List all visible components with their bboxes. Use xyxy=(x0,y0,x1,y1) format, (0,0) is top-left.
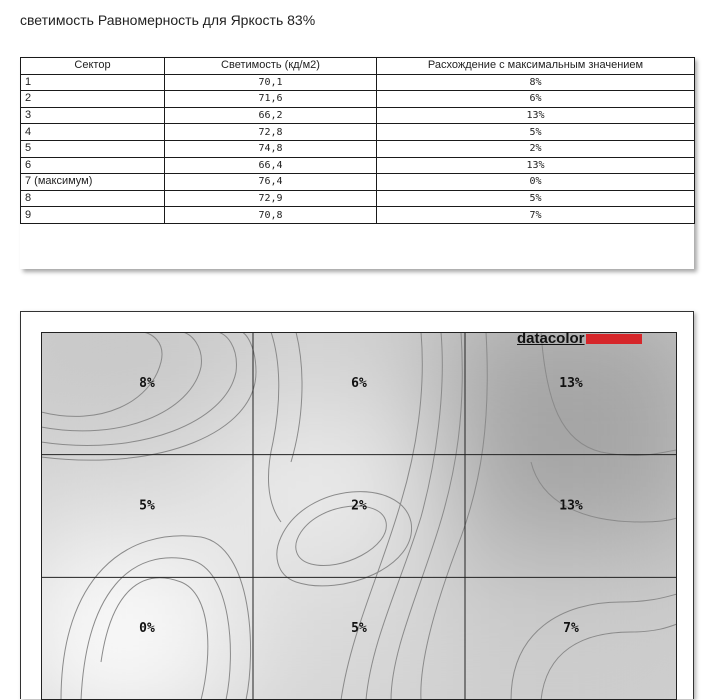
cell-value-label: 5% xyxy=(139,498,155,514)
cell-luminance: 71,6 xyxy=(165,91,377,108)
cell-sector: 3 xyxy=(21,107,165,124)
cell-sector: 7 (максимум) xyxy=(21,174,165,191)
cell-deviation: 8% xyxy=(377,74,695,91)
table-row xyxy=(21,107,695,124)
cell-deviation: 13% xyxy=(377,107,695,124)
cell-value-label: 0% xyxy=(139,621,155,637)
page-title: светимость Равномерность для Яркость 83% xyxy=(20,12,316,28)
cell-luminance: 70,8 xyxy=(165,207,377,224)
table-row xyxy=(21,207,695,224)
cell-value-label: 13% xyxy=(559,498,583,514)
cell-sector: 8 xyxy=(21,190,165,207)
cell-deviation: 2% xyxy=(377,140,695,157)
cell-luminance: 66,2 xyxy=(165,107,377,124)
cell-sector: 9 xyxy=(21,207,165,224)
uniformity-chart-frame xyxy=(20,311,694,699)
cell-deviation: 7% xyxy=(377,207,695,224)
table-row xyxy=(21,140,695,157)
cell-value-label: 7% xyxy=(563,621,579,637)
cell-sector: 1 xyxy=(21,74,165,91)
header-deviation: Расхождение с максимальным значением xyxy=(377,58,695,75)
cell-luminance: 66,4 xyxy=(165,157,377,174)
luminance-table xyxy=(20,57,694,269)
cell-luminance: 74,8 xyxy=(165,140,377,157)
table-header-row xyxy=(21,58,695,75)
cell-value-label: 13% xyxy=(559,375,583,391)
heatmap-cell xyxy=(435,547,677,700)
header-sector: Сектор xyxy=(21,58,165,75)
cell-value-label: 8% xyxy=(139,375,155,391)
cell-deviation: 6% xyxy=(377,91,695,108)
brand-name: datacolor xyxy=(517,330,585,348)
brand-color-bar xyxy=(586,334,642,344)
cell-deviation: 13% xyxy=(377,157,695,174)
uniformity-heatmap xyxy=(41,332,677,700)
cell-luminance: 72,8 xyxy=(165,124,377,141)
table-row xyxy=(21,124,695,141)
cell-luminance: 70,1 xyxy=(165,74,377,91)
cell-deviation: 0% xyxy=(377,174,695,191)
cell-sector: 4 xyxy=(21,124,165,141)
cell-luminance: 76,4 xyxy=(165,174,377,191)
cell-sector: 5 xyxy=(21,140,165,157)
table-row xyxy=(21,74,695,91)
cell-luminance: 72,9 xyxy=(165,190,377,207)
table-row xyxy=(21,91,695,108)
cell-sector: 2 xyxy=(21,91,165,108)
cell-sector: 6 xyxy=(21,157,165,174)
cell-deviation: 5% xyxy=(377,124,695,141)
table-row xyxy=(21,157,695,174)
cell-value-label: 2% xyxy=(351,498,367,514)
table-row xyxy=(21,190,695,207)
cell-value-label: 5% xyxy=(351,621,367,637)
table-row xyxy=(21,174,695,191)
datacolor-logo xyxy=(517,330,667,352)
header-luminance: Светимость (кд/м2) xyxy=(165,58,377,75)
cell-deviation: 5% xyxy=(377,190,695,207)
cell-value-label: 6% xyxy=(351,375,367,391)
